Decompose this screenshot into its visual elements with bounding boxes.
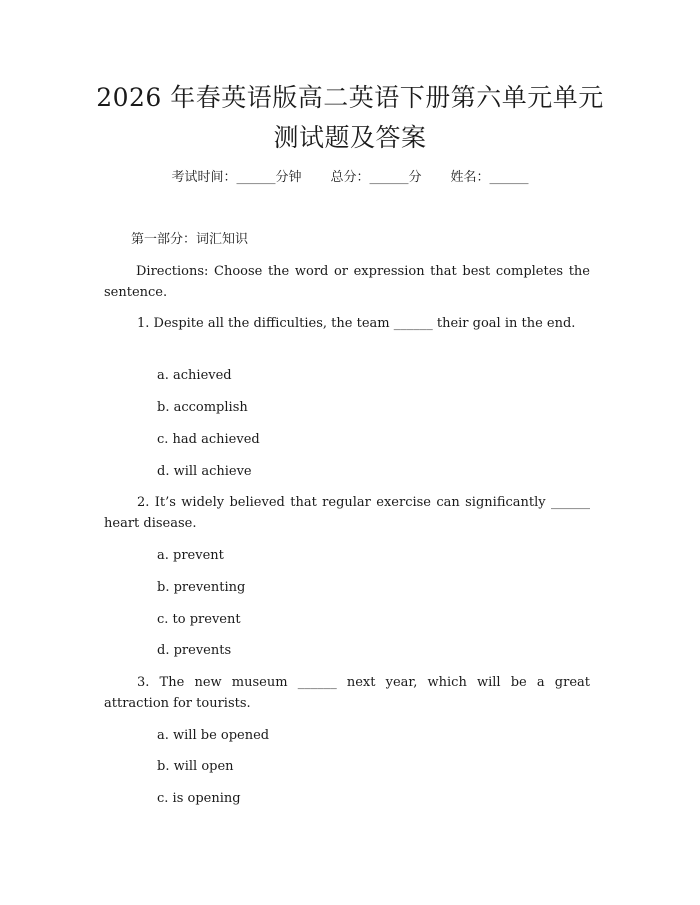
question-3-option-b: b. will open [157,759,234,774]
section-heading: 第一部分：词汇知识 [131,232,249,247]
question-3-option-c: c. is opening [157,791,241,806]
title-line-1: 2026 年春英语版高二英语下册第六单元单元 [96,83,604,112]
question-1-option-c: c. had achieved [157,432,260,447]
question-1-option-a: a. achieved [157,368,232,383]
question-2-option-d: d. prevents [157,643,232,658]
question-2-option-c: c. to prevent [157,612,241,627]
question-1-text: 1. Despite all the difficulties, the team ______ their goal in the end. [137,316,576,331]
exam-info [0,168,700,188]
question-3-text: 3. The new museum ______ next year, which will be a great attraction for tourists. [104,675,590,711]
question-1-option-d: d. will achieve [157,464,252,479]
title-line-2: 测试题及答案 [273,123,427,152]
exam-name-field: 姓名：______ [450,170,529,185]
exam-total-score: 总分：______分 [330,170,422,185]
document-title [70,78,630,158]
question-2-option-a: a. prevent [157,548,224,563]
question-1-option-b: b. accomplish [157,400,248,415]
directions-text: Directions: Choose the word or expression that best completes the sentence. [104,264,590,300]
question-2-text: 2. It’s widely believed that regular exercise can significantly ______ heart disease. [104,495,590,531]
question-3-option-a: a. will be opened [157,728,270,743]
exam-time: 考试时间：______分钟 [171,170,302,185]
question-2-option-b: b. preventing [157,580,246,595]
